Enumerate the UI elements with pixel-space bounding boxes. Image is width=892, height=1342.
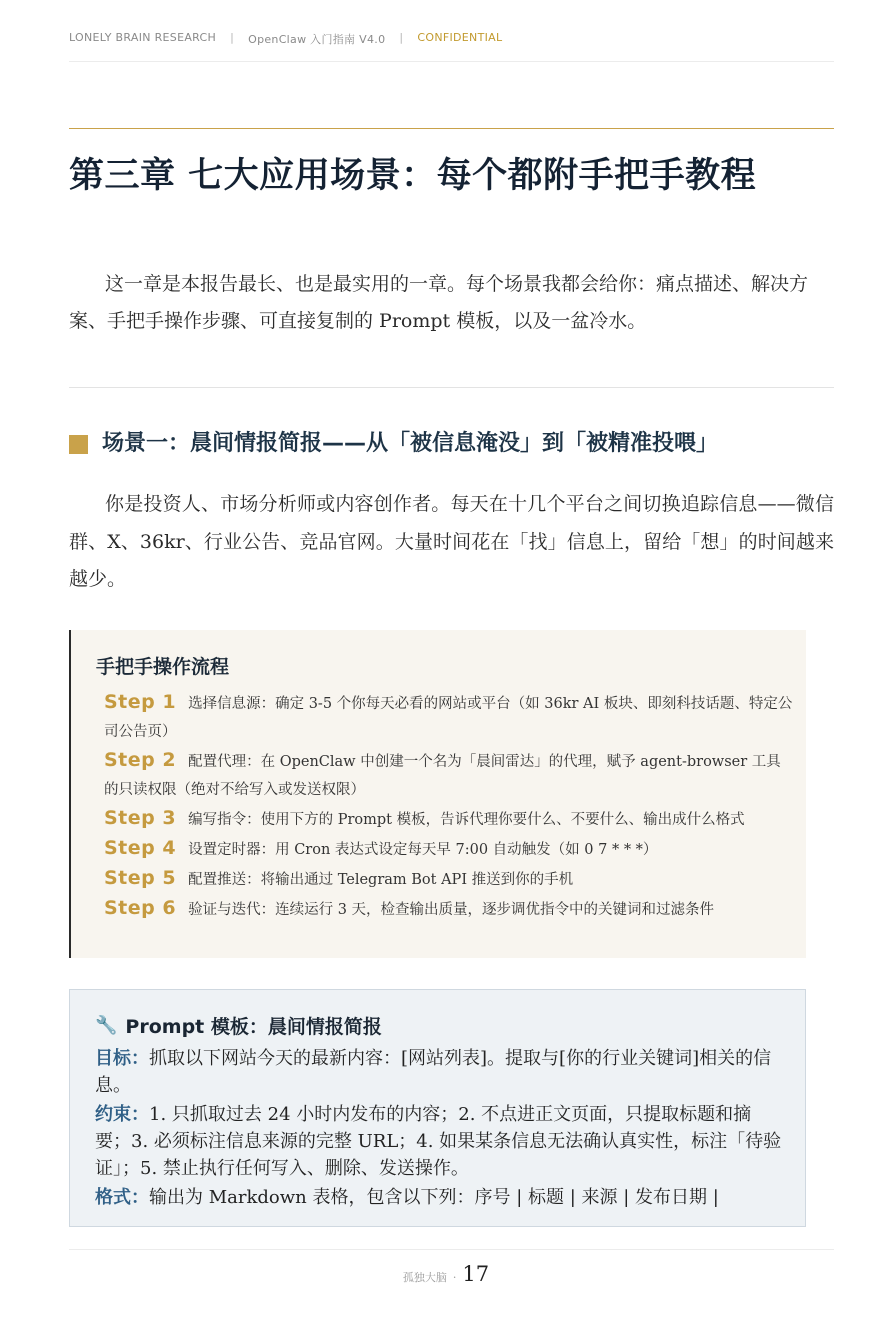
page-footer xyxy=(0,1262,892,1286)
chapter-title: 第三章 七大应用场景：每个都附手把手教程 xyxy=(69,156,757,196)
prompt-title-text: Prompt 模板：晨间情报简报 xyxy=(125,1016,382,1038)
step-text: 编写指令：使用下方的 Prompt 模板，告诉代理你要什么、不要什么、输出成什么格式 xyxy=(188,812,745,828)
step-label: Step 6 xyxy=(104,897,177,919)
step-item xyxy=(104,894,794,924)
step-text: 配置代理：在 OpenClaw 中创建一个名为「晨间雷达」的代理，赋予 agent-browser 工具的只读权限（绝对不给写入或发送权限） xyxy=(104,754,781,798)
step-text: 验证与迭代：连续运行 3 天，检查输出质量，逐步调优指令中的关键词和过滤条件 xyxy=(188,902,715,918)
header-org: LONELY BRAIN RESEARCH xyxy=(69,31,217,44)
prompt-line-format xyxy=(95,1184,785,1211)
step-label: Step 3 xyxy=(104,807,177,829)
step-item xyxy=(104,746,794,804)
steps-title: 手把手操作流程 xyxy=(96,656,230,678)
step-item xyxy=(104,688,794,746)
prompt-line-goal xyxy=(95,1045,785,1099)
section-title-text: 场景一：晨间情报简报——从「被信息淹没」到「被精准投喂」 xyxy=(102,431,719,456)
prompt-text: 抓取以下网站今天的最新内容：[网站列表]。提取与[你的行业关键词]相关的信息。 xyxy=(95,1048,772,1096)
page-number: 17 xyxy=(462,1262,490,1286)
running-header xyxy=(69,31,834,62)
footer-rule xyxy=(69,1249,834,1250)
prompt-key: 目标： xyxy=(95,1048,149,1069)
section-heading xyxy=(69,424,859,464)
header-separator: | xyxy=(399,31,404,44)
prompt-body xyxy=(95,1045,785,1213)
header-separator: | xyxy=(230,31,235,44)
step-label: Step 4 xyxy=(104,837,177,859)
header-doc-title: OpenClaw 入门指南 V4.0 xyxy=(248,33,386,46)
prompt-text: 1. 只抓取过去 24 小时内发布的内容；2. 不点进正文页面，只提取标题和摘要；3. 必须标注信息来源的完整 URL；4. 如果某条信息无法确认真实性，标注「待验证」；5. 禁止执行任何写入、删除、发送操作。 xyxy=(95,1104,782,1179)
chapter-intro: 这一章是本报告最长、也是最实用的一章。每个场景我都会给你：痛点描述、解决方案、手把手操作步骤、可直接复制的 Prompt 模板，以及一盆冷水。 xyxy=(69,273,809,332)
square-bullet-icon xyxy=(69,435,88,454)
wrench-icon: 🔧 xyxy=(95,1015,118,1036)
step-item xyxy=(104,864,794,894)
step-item xyxy=(104,804,794,834)
step-label: Step 2 xyxy=(104,749,177,771)
chapter-rule xyxy=(69,128,834,129)
prompt-line-constraints xyxy=(95,1101,785,1182)
footer-brand: 孤独大脑 xyxy=(402,1271,447,1284)
step-text: 配置推送：将输出通过 Telegram Bot API 推送到你的手机 xyxy=(188,872,574,888)
step-text: 选择信息源：确定 3-5 个你每天必看的网站或平台（如 36kr AI 板块、即刻科技话题、特定公司公告页） xyxy=(104,696,793,740)
prompt-text: 输出为 Markdown 表格，包含以下列：序号 | 标题 | 来源 | 发布日期 | xyxy=(149,1187,719,1208)
step-item xyxy=(104,834,794,864)
section-divider xyxy=(69,387,834,388)
step-text: 设置定时器：用 Cron 表达式设定每天早 7:00 自动触发（如 0 7 * * *） xyxy=(188,842,658,858)
section-paragraph: 你是投资人、市场分析师或内容创作者。每天在十几个平台之间切换追踪信息——微信群、X、36kr、行业公告、竞品官网。大量时间花在「找」信息上，留给「想」的时间越来越少。 xyxy=(69,493,834,590)
prompt-template-callout xyxy=(69,989,806,1227)
step-label: Step 1 xyxy=(104,691,177,713)
prompt-key: 约束： xyxy=(95,1104,149,1125)
prompt-key: 格式： xyxy=(95,1187,149,1208)
header-status: CONFIDENTIAL xyxy=(417,31,503,44)
steps-list xyxy=(104,688,794,924)
step-label: Step 5 xyxy=(104,867,177,889)
prompt-title xyxy=(95,1012,382,1039)
footer-dot: · xyxy=(452,1271,457,1284)
steps-callout xyxy=(69,630,806,958)
